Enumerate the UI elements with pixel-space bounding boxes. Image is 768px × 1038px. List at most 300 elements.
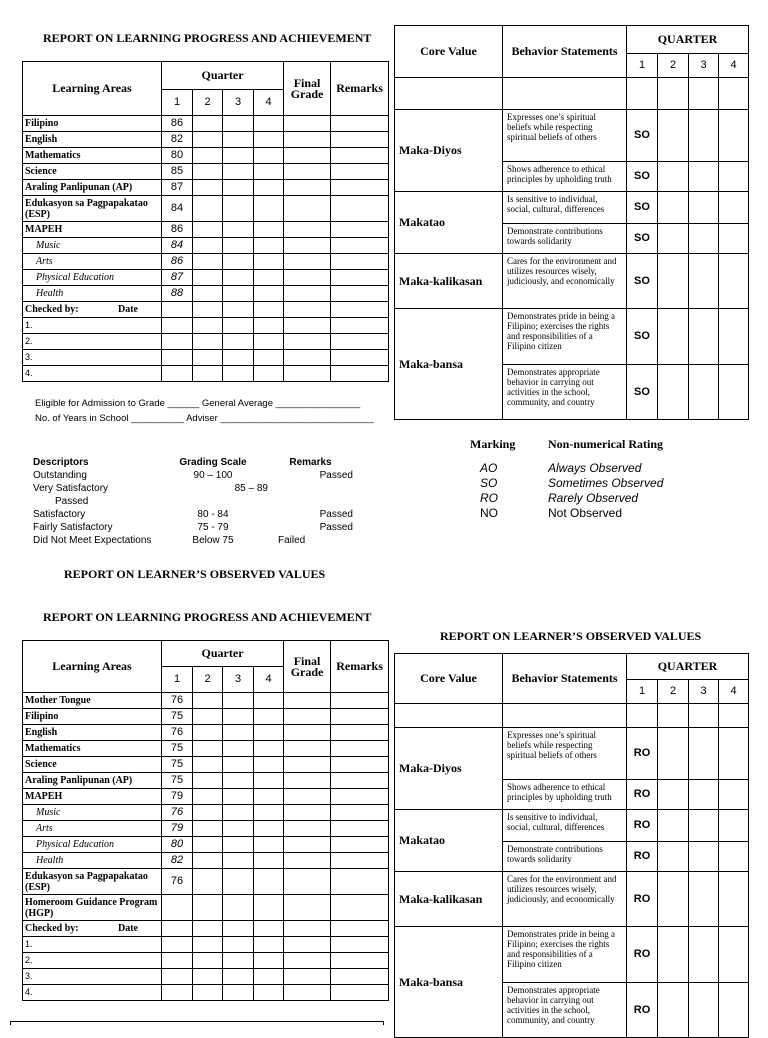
behavior-row (395, 110, 749, 162)
legend-rating-header: Non-numerical Rating (548, 438, 663, 451)
check-cell (193, 953, 223, 969)
value-cell (689, 927, 719, 983)
behavior-statement: Expresses one’s spiritual beliefs while respecting spiritual beliefs of others (503, 110, 627, 162)
grade-cell (254, 693, 284, 709)
behavior-statement: Demonstrate contributions towards solidarity (503, 842, 627, 872)
grade-cell (331, 180, 389, 196)
grade-cell (223, 196, 254, 222)
grade-cell (193, 789, 223, 805)
value-cell (658, 254, 689, 309)
check-cell (254, 318, 284, 334)
header-q3: 3 (223, 90, 254, 116)
legend-row (470, 506, 710, 521)
legend-marking-header: Marking (470, 438, 516, 451)
grade-cell (193, 741, 223, 757)
date-label: Date (118, 304, 138, 315)
header-learning-areas-2: Learning Areas (23, 641, 162, 693)
grade-cell (284, 869, 331, 895)
header-values-q1-2: 1 (627, 680, 658, 704)
check-cell (193, 366, 223, 382)
grade-cell (254, 805, 284, 821)
header-values-q2-2: 2 (658, 680, 689, 704)
header-quarter: Quarter (162, 62, 284, 90)
subject-row (23, 869, 389, 895)
grade-cell (254, 837, 284, 853)
grade-cell (284, 805, 331, 821)
subject-row (23, 853, 389, 869)
descriptors-header: Descriptors (33, 457, 89, 468)
legend-row (470, 476, 710, 491)
grade-cell (223, 238, 254, 254)
grade-cell (284, 132, 331, 148)
core-value-name: Maka-bansa (395, 309, 503, 420)
grade-cell (254, 238, 284, 254)
value-cell (719, 983, 749, 1038)
check-cell (223, 366, 254, 382)
q1-grade: 80 (162, 148, 193, 164)
value-cell (658, 365, 689, 420)
value-cell (689, 810, 719, 842)
check-row (23, 366, 389, 382)
check-cell (284, 937, 331, 953)
subject-name: English (23, 725, 162, 741)
grade-cell (193, 693, 223, 709)
subject-row (23, 238, 389, 254)
grade-cell (193, 837, 223, 853)
values-table-1 (394, 25, 749, 420)
grade-cell (331, 725, 389, 741)
header-q3-2: 3 (223, 667, 254, 693)
descriptor: Did Not Meet Expectations (33, 535, 152, 546)
grade-cell (254, 709, 284, 725)
value-cell (658, 162, 689, 192)
value-mark: RO (627, 872, 658, 927)
legend-rating: Sometimes Observed (548, 476, 664, 490)
value-mark: RO (627, 780, 658, 810)
behavior-row (395, 872, 749, 927)
value-mark: SO (627, 309, 658, 365)
header-core-value-2: Core Value (395, 654, 503, 704)
grade-cell (331, 757, 389, 773)
grade-cell (254, 222, 284, 238)
check-cell (254, 366, 284, 382)
grades-table-1 (22, 61, 389, 382)
subject-name: Mathematics (23, 741, 162, 757)
legend-rating: Always Observed (548, 461, 642, 475)
grade-cell (223, 757, 254, 773)
grade-cell (223, 709, 254, 725)
check-cell (162, 366, 193, 382)
values-table-2 (394, 653, 749, 1038)
check-cell (162, 318, 193, 334)
grade-cell (284, 821, 331, 837)
descriptor-remark: Passed (319, 470, 353, 481)
grade-cell (193, 180, 223, 196)
legend-code: AO (480, 461, 498, 475)
value-cell (689, 983, 719, 1038)
check-cell (223, 953, 254, 969)
grade-cell (193, 132, 223, 148)
grade-cell (193, 164, 223, 180)
grade-cell (223, 805, 254, 821)
grade-cell (284, 725, 331, 741)
behavior-row (395, 728, 749, 780)
grade-cell (254, 196, 284, 222)
grade-cell (284, 709, 331, 725)
legend-rating: Not Observed (548, 506, 623, 520)
grade-cell (254, 286, 284, 302)
value-mark: RO (627, 842, 658, 872)
header-remarks: Remarks (331, 62, 389, 116)
next-table-border (10, 1021, 384, 1025)
legend-row (470, 461, 710, 476)
subject-name: Filipino (23, 116, 162, 132)
subject-row (23, 789, 389, 805)
value-cell (658, 927, 689, 983)
grade-cell (331, 821, 389, 837)
grade-cell (331, 895, 389, 921)
check-cell (193, 969, 223, 985)
grade-cell (331, 238, 389, 254)
grade-cell (331, 116, 389, 132)
core-value-name: Maka-Diyos (395, 728, 503, 810)
subject-name: Music (23, 238, 162, 254)
legend-rating: Rarely Observed (548, 491, 639, 505)
grade-cell (223, 132, 254, 148)
check-cell (331, 969, 389, 985)
descriptor: Very Satisfactory (33, 483, 109, 494)
grade-cell (193, 709, 223, 725)
q1-grade: 76 (162, 693, 193, 709)
check-cell (254, 969, 284, 985)
grade-cell (284, 116, 331, 132)
grade-cell (284, 741, 331, 757)
subject-name: Araling Panlipunan (AP) (23, 180, 162, 196)
q1-grade: 84 (162, 196, 193, 222)
subject-row (23, 895, 389, 921)
progress-title-1: REPORT ON LEARNING PROGRESS AND ACHIEVEMENT (43, 31, 372, 45)
header-core-value: Core Value (395, 26, 503, 78)
grade-cell (284, 180, 331, 196)
q1-grade: 85 (162, 164, 193, 180)
subject-name: Science (23, 757, 162, 773)
grade-cell (254, 180, 284, 196)
q1-grade: 84 (162, 238, 193, 254)
check-cell (254, 334, 284, 350)
grade-cell (223, 286, 254, 302)
header-values-q4-2: 4 (719, 680, 749, 704)
check-index: 1. (23, 937, 162, 953)
marking-legend (470, 438, 710, 521)
grade-cell (254, 148, 284, 164)
grade-cell (284, 693, 331, 709)
grade-cell (331, 196, 389, 222)
grade-cell (254, 270, 284, 286)
value-cell (689, 254, 719, 309)
remarks-header: Remarks (289, 457, 332, 468)
check-cell (284, 350, 331, 366)
grade-cell (223, 693, 254, 709)
grading-scale-header: Grading Scale (179, 457, 247, 468)
value-mark: RO (627, 983, 658, 1038)
grade-cell (284, 757, 331, 773)
grade-cell (254, 773, 284, 789)
value-mark: RO (627, 728, 658, 780)
check-row (23, 334, 389, 350)
value-cell (689, 192, 719, 224)
grade-cell (284, 837, 331, 853)
behavior-row (395, 192, 749, 224)
check-row (23, 318, 389, 334)
check-cell (254, 350, 284, 366)
subject-name: Mathematics (23, 148, 162, 164)
check-cell (162, 334, 193, 350)
eligible-line: Eligible for Admission to Grade ______ General Average ________________ (35, 398, 361, 409)
value-cell (658, 780, 689, 810)
grade-cell (331, 132, 389, 148)
q1-grade: 86 (162, 222, 193, 238)
value-cell (689, 224, 719, 254)
value-cell (658, 110, 689, 162)
checked-by-text: Checked by: (25, 304, 79, 315)
behavior-statement: Shows adherence to ethical principles by upholding truth (503, 780, 627, 810)
values-title-1: REPORT ON LEARNER’S OBSERVED VALUES (64, 567, 326, 581)
subject-name: Music (23, 805, 162, 821)
grade-cell (223, 180, 254, 196)
subject-name: English (23, 132, 162, 148)
subject-row (23, 286, 389, 302)
grade-cell (193, 773, 223, 789)
legend-code: SO (480, 476, 498, 490)
check-cell (254, 985, 284, 1001)
subject-row (23, 222, 389, 238)
progress-title-2: REPORT ON LEARNING PROGRESS AND ACHIEVEMENT (43, 610, 372, 624)
subject-name: Mother Tongue (23, 693, 162, 709)
grade-cell (223, 270, 254, 286)
check-index: 1. (23, 318, 162, 334)
header-q1-2: 1 (162, 667, 193, 693)
check-cell (331, 350, 389, 366)
grading-scale: Below 75 (192, 535, 234, 546)
subject-name: Arts (23, 821, 162, 837)
value-mark: SO (627, 224, 658, 254)
grade-cell (284, 789, 331, 805)
legend-code: RO (480, 491, 498, 505)
core-value-name: Maka-kalikasan (395, 254, 503, 309)
date-label-2: Date (118, 923, 138, 934)
subject-row (23, 196, 389, 222)
value-mark: SO (627, 162, 658, 192)
value-mark: SO (627, 254, 658, 309)
behavior-statement: Demonstrates appropriate behavior in carrying out activities in the school, community, and country (503, 983, 627, 1038)
grade-cell (254, 895, 284, 921)
subject-row (23, 116, 389, 132)
check-cell (193, 350, 223, 366)
behavior-row (395, 309, 749, 365)
grade-cell (284, 773, 331, 789)
check-cell (162, 969, 193, 985)
grade-cell (331, 254, 389, 270)
value-cell (689, 780, 719, 810)
subject-row (23, 693, 389, 709)
subject-row (23, 180, 389, 196)
grade-cell (223, 725, 254, 741)
check-row (23, 953, 389, 969)
subject-row (23, 837, 389, 853)
q1-grade: 87 (162, 270, 193, 286)
grade-cell (193, 196, 223, 222)
q1-grade: 82 (162, 132, 193, 148)
grade-cell (254, 725, 284, 741)
behavior-row (395, 254, 749, 309)
value-cell (719, 110, 749, 162)
behavior-row (395, 810, 749, 842)
value-cell (719, 780, 749, 810)
value-cell (689, 309, 719, 365)
value-cell (658, 872, 689, 927)
descriptor-remark: Failed (278, 535, 306, 546)
check-rows-1 (23, 318, 389, 382)
grading-scale: 85 – 89 (234, 483, 268, 494)
value-mark: SO (627, 365, 658, 420)
subject-row (23, 709, 389, 725)
value-cell (719, 192, 749, 224)
grade-cell (193, 805, 223, 821)
header-q2: 2 (193, 90, 223, 116)
grade-cell (254, 853, 284, 869)
grade-cell (284, 222, 331, 238)
checked-by-label-2 (23, 921, 162, 937)
descriptor-remark: Passed (319, 509, 353, 520)
descriptor-row (33, 495, 353, 508)
grade-cell (331, 693, 389, 709)
grade-cell (223, 116, 254, 132)
grades-table-2 (22, 640, 389, 1001)
q1-grade: 80 (162, 837, 193, 853)
check-cell (162, 937, 193, 953)
check-cell (284, 985, 331, 1001)
grade-cell (284, 238, 331, 254)
core-value-name: Maka-bansa (395, 927, 503, 1038)
header-values-quarter: QUARTER (627, 26, 749, 54)
grades-body-1 (23, 116, 389, 302)
header-remarks-2: Remarks (331, 641, 389, 693)
subject-row (23, 821, 389, 837)
value-cell (658, 810, 689, 842)
subject-row (23, 148, 389, 164)
check-cell (193, 985, 223, 1001)
grade-cell (223, 853, 254, 869)
value-mark: SO (627, 110, 658, 162)
grade-cell (193, 853, 223, 869)
behavior-statement: Is sensitive to individual, social, cultural, differences (503, 810, 627, 842)
header-values-q2: 2 (658, 54, 689, 78)
grade-cell (331, 286, 389, 302)
behavior-statement: Shows adherence to ethical principles by upholding truth (503, 162, 627, 192)
behavior-statement: Is sensitive to individual, social, cultural, differences (503, 192, 627, 224)
header-behavior-statements-2: Behavior Statements (503, 654, 627, 704)
subject-name: Science (23, 164, 162, 180)
check-row (23, 937, 389, 953)
check-cell (331, 937, 389, 953)
check-rows-2 (23, 937, 389, 1001)
subject-name: MAPEH (23, 789, 162, 805)
check-cell (284, 953, 331, 969)
grade-cell (331, 270, 389, 286)
grade-cell (254, 254, 284, 270)
subject-name: Arts (23, 254, 162, 270)
values-body-2 (395, 728, 749, 1038)
check-cell (223, 350, 254, 366)
value-mark: RO (627, 810, 658, 842)
q1-grade: 87 (162, 180, 193, 196)
grade-cell (254, 789, 284, 805)
subject-name: Physical Education (23, 837, 162, 853)
subject-name: Edukasyon sa Pagpapakatao (ESP) (23, 196, 162, 222)
check-cell (193, 937, 223, 953)
descriptor-row (33, 469, 353, 482)
descriptor-remark: Passed (319, 522, 353, 533)
value-cell (719, 872, 749, 927)
subject-row (23, 132, 389, 148)
check-index: 3. (23, 969, 162, 985)
value-cell (719, 842, 749, 872)
grading-scale: 75 - 79 (197, 522, 229, 533)
grade-cell (223, 222, 254, 238)
check-row (23, 969, 389, 985)
value-cell (689, 728, 719, 780)
q1-grade (162, 895, 193, 921)
subject-name: Filipino (23, 709, 162, 725)
grade-cell (254, 132, 284, 148)
descriptor: Outstanding (33, 470, 87, 481)
value-cell (719, 810, 749, 842)
subject-row (23, 773, 389, 789)
grade-cell (331, 709, 389, 725)
header-final-grade: Final Grade (284, 62, 331, 116)
grade-cell (254, 757, 284, 773)
grade-cell (331, 741, 389, 757)
header-quarter-2: Quarter (162, 641, 284, 667)
header-values-q3-2: 3 (689, 680, 719, 704)
core-value-name: Maka-Diyos (395, 110, 503, 192)
grading-scale: 90 – 100 (193, 470, 233, 481)
check-cell (223, 969, 254, 985)
grade-cell (254, 116, 284, 132)
grade-cell (223, 164, 254, 180)
header-final-grade-2: Final Grade (284, 641, 331, 693)
q1-grade: 86 (162, 116, 193, 132)
value-cell (658, 309, 689, 365)
check-cell (331, 318, 389, 334)
behavior-statement: Demonstrates pride in being a Filipino; exercises the rights and responsibilities of a Filipino citizen (503, 309, 627, 365)
grade-cell (193, 286, 223, 302)
grade-cell (193, 895, 223, 921)
check-cell (223, 985, 254, 1001)
grade-cell (193, 869, 223, 895)
value-cell (689, 110, 719, 162)
check-cell (254, 953, 284, 969)
grade-cell (193, 222, 223, 238)
grade-cell (284, 895, 331, 921)
descriptor: Passed (55, 496, 89, 507)
descriptor-row (33, 482, 353, 495)
grading-scale: 80 - 84 (197, 509, 229, 520)
value-cell (689, 162, 719, 192)
grade-cell (223, 821, 254, 837)
grade-cell (223, 148, 254, 164)
q1-grade: 86 (162, 254, 193, 270)
